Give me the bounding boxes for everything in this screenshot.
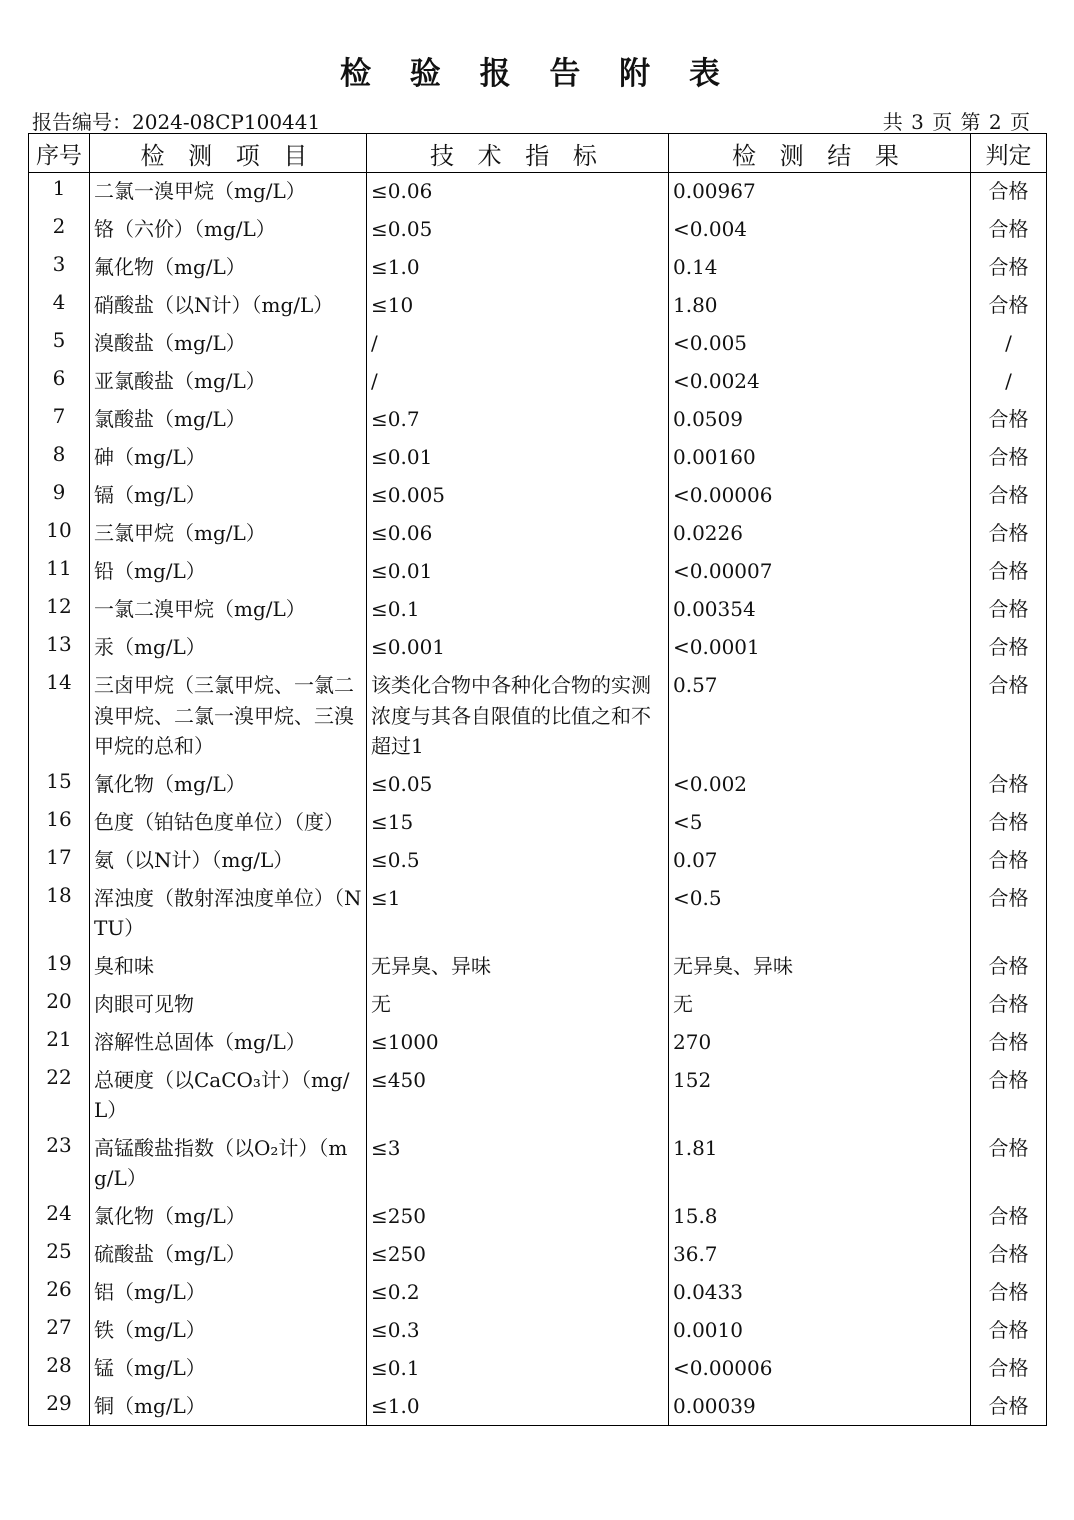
verdict: 合格 (971, 401, 1047, 439)
technical-spec: 无异臭、异味 (367, 948, 669, 986)
test-result: 152 (669, 1062, 971, 1130)
technical-spec: ≤250 (367, 1198, 669, 1236)
verdict: 合格 (971, 1312, 1047, 1350)
test-item: 溶解性总固体（mg/L） (90, 1024, 367, 1062)
test-result: 0.0226 (669, 515, 971, 553)
test-item: 铝（mg/L） (90, 1274, 367, 1312)
test-result: <0.005 (669, 325, 971, 363)
verdict: 合格 (971, 211, 1047, 249)
test-item: 氯化物（mg/L） (90, 1198, 367, 1236)
table-header (29, 134, 1047, 173)
test-result: <0.002 (669, 766, 971, 804)
verdict: 合格 (971, 804, 1047, 842)
table-row (29, 1062, 1047, 1130)
row-number: 24 (29, 1198, 90, 1236)
technical-spec: 该类化合物中各种化合物的实测浓度与其各自限值的比值之和不超过1 (367, 667, 669, 766)
table-row (29, 1198, 1047, 1236)
technical-spec: ≤450 (367, 1062, 669, 1130)
test-result: 无 (669, 986, 971, 1024)
row-number: 14 (29, 667, 90, 766)
technical-spec: ≤1000 (367, 1024, 669, 1062)
test-result: 0.0010 (669, 1312, 971, 1350)
verdict: 合格 (971, 1236, 1047, 1274)
test-item: 总硬度（以CaCO₃计）（mg/L） (90, 1062, 367, 1130)
technical-spec: ≤0.1 (367, 591, 669, 629)
test-item: 高锰酸盐指数（以O₂计）（mg/L） (90, 1130, 367, 1198)
test-result: 1.81 (669, 1130, 971, 1198)
technical-spec: ≤0.05 (367, 211, 669, 249)
technical-spec: ≤1.0 (367, 249, 669, 287)
test-item: 二氯一溴甲烷（mg/L） (90, 173, 367, 212)
test-result: 1.80 (669, 287, 971, 325)
verdict: 合格 (971, 986, 1047, 1024)
test-item: 氯酸盐（mg/L） (90, 401, 367, 439)
test-item: 铬（六价）（mg/L） (90, 211, 367, 249)
technical-spec: ≤0.05 (367, 766, 669, 804)
row-number: 5 (29, 325, 90, 363)
technical-spec: ≤0.005 (367, 477, 669, 515)
table-row (29, 515, 1047, 553)
table-row (29, 1236, 1047, 1274)
row-number: 29 (29, 1388, 90, 1426)
table-row (29, 591, 1047, 629)
verdict: 合格 (971, 477, 1047, 515)
test-result: 0.0433 (669, 1274, 971, 1312)
table-row (29, 986, 1047, 1024)
test-item: 氰化物（mg/L） (90, 766, 367, 804)
test-item: 铅（mg/L） (90, 553, 367, 591)
technical-spec: ≤0.001 (367, 629, 669, 667)
technical-spec: ≤250 (367, 1236, 669, 1274)
test-item: 硝酸盐（以N计）（mg/L） (90, 287, 367, 325)
technical-spec: ≤1 (367, 880, 669, 948)
table-row (29, 249, 1047, 287)
table-row (29, 1350, 1047, 1388)
table-row (29, 477, 1047, 515)
row-number: 26 (29, 1274, 90, 1312)
row-number: 8 (29, 439, 90, 477)
table-row (29, 842, 1047, 880)
test-item: 锰（mg/L） (90, 1350, 367, 1388)
row-number: 28 (29, 1350, 90, 1388)
verdict: 合格 (971, 880, 1047, 948)
verdict: 合格 (971, 766, 1047, 804)
test-result: <0.00006 (669, 1350, 971, 1388)
verdict: / (971, 363, 1047, 401)
row-number: 1 (29, 173, 90, 212)
test-item: 镉（mg/L） (90, 477, 367, 515)
test-item: 肉眼可见物 (90, 986, 367, 1024)
verdict: 合格 (971, 249, 1047, 287)
verdict: 合格 (971, 515, 1047, 553)
test-result: <5 (669, 804, 971, 842)
row-number: 21 (29, 1024, 90, 1062)
table-body (29, 173, 1047, 1426)
table-row (29, 629, 1047, 667)
row-number: 9 (29, 477, 90, 515)
test-item: 浑浊度（散射浑浊度单位）（NTU） (90, 880, 367, 948)
verdict: 合格 (971, 842, 1047, 880)
test-result: 15.8 (669, 1198, 971, 1236)
table-row (29, 667, 1047, 766)
row-number: 7 (29, 401, 90, 439)
row-number: 3 (29, 249, 90, 287)
verdict: 合格 (971, 173, 1047, 212)
test-item: 铜（mg/L） (90, 1388, 367, 1426)
page-title: 检 验 报 告 附 表 (340, 56, 734, 92)
technical-spec: / (367, 325, 669, 363)
row-number: 4 (29, 287, 90, 325)
verdict: 合格 (971, 667, 1047, 766)
test-result: <0.0024 (669, 363, 971, 401)
verdict: 合格 (971, 1274, 1047, 1312)
header-result: 检 测 结 果 (669, 134, 971, 173)
test-result: 0.00967 (669, 173, 971, 212)
test-item: 硫酸盐（mg/L） (90, 1236, 367, 1274)
table-row (29, 804, 1047, 842)
technical-spec: ≤0.5 (367, 842, 669, 880)
test-result: 0.00354 (669, 591, 971, 629)
test-item: 色度（铂钴色度单位）（度） (90, 804, 367, 842)
table-row (29, 439, 1047, 477)
test-result: 0.07 (669, 842, 971, 880)
test-item: 氟化物（mg/L） (90, 249, 367, 287)
verdict: 合格 (971, 591, 1047, 629)
verdict: 合格 (971, 948, 1047, 986)
technical-spec: ≤1.0 (367, 1388, 669, 1426)
technical-spec: ≤3 (367, 1130, 669, 1198)
test-item: 三卤甲烷（三氯甲烷、一氯二溴甲烷、二氯一溴甲烷、三溴甲烷的总和） (90, 667, 367, 766)
row-number: 10 (29, 515, 90, 553)
row-number: 6 (29, 363, 90, 401)
row-number: 2 (29, 211, 90, 249)
technical-spec: ≤0.06 (367, 515, 669, 553)
row-number: 19 (29, 948, 90, 986)
row-number: 20 (29, 986, 90, 1024)
table-row (29, 1312, 1047, 1350)
row-number: 13 (29, 629, 90, 667)
table-row (29, 287, 1047, 325)
verdict: 合格 (971, 287, 1047, 325)
header-spec: 技 术 指 标 (367, 134, 669, 173)
test-result: 0.00160 (669, 439, 971, 477)
test-item: 氨（以N计）（mg/L） (90, 842, 367, 880)
test-item: 亚氯酸盐（mg/L） (90, 363, 367, 401)
report-number: 报告编号：2024-08CP100441 (32, 110, 321, 134)
test-result: 0.14 (669, 249, 971, 287)
row-number: 27 (29, 1312, 90, 1350)
row-number: 16 (29, 804, 90, 842)
technical-spec: ≤0.1 (367, 1350, 669, 1388)
row-number: 23 (29, 1130, 90, 1198)
header-seq: 序号 (29, 134, 90, 173)
verdict: 合格 (971, 553, 1047, 591)
test-result: 270 (669, 1024, 971, 1062)
row-number: 25 (29, 1236, 90, 1274)
test-result: <0.00007 (669, 553, 971, 591)
test-result: 0.0509 (669, 401, 971, 439)
technical-spec: / (367, 363, 669, 401)
table-row (29, 325, 1047, 363)
verdict: 合格 (971, 629, 1047, 667)
test-item: 铁（mg/L） (90, 1312, 367, 1350)
verdict: 合格 (971, 1198, 1047, 1236)
technical-spec: ≤0.01 (367, 553, 669, 591)
test-result: 无异臭、异味 (669, 948, 971, 986)
table-row (29, 173, 1047, 212)
test-item: 汞（mg/L） (90, 629, 367, 667)
technical-spec: ≤10 (367, 287, 669, 325)
row-number: 15 (29, 766, 90, 804)
technical-spec: 无 (367, 986, 669, 1024)
row-number: 22 (29, 1062, 90, 1130)
test-item: 三氯甲烷（mg/L） (90, 515, 367, 553)
technical-spec: ≤0.3 (367, 1312, 669, 1350)
test-result: <0.00006 (669, 477, 971, 515)
row-number: 11 (29, 553, 90, 591)
test-item: 溴酸盐（mg/L） (90, 325, 367, 363)
page-indicator: 共 3 页 第 2 页 (882, 110, 1031, 134)
table-row (29, 553, 1047, 591)
table-row (29, 948, 1047, 986)
results-table (28, 133, 1047, 1426)
test-result: 0.57 (669, 667, 971, 766)
verdict: 合格 (971, 1024, 1047, 1062)
test-result: 36.7 (669, 1236, 971, 1274)
table-row (29, 766, 1047, 804)
header-verdict: 判定 (971, 134, 1047, 173)
technical-spec: ≤0.01 (367, 439, 669, 477)
technical-spec: ≤0.7 (367, 401, 669, 439)
table-row (29, 880, 1047, 948)
test-item: 臭和味 (90, 948, 367, 986)
row-number: 18 (29, 880, 90, 948)
table-row (29, 1274, 1047, 1312)
verdict: 合格 (971, 1130, 1047, 1198)
verdict: 合格 (971, 1062, 1047, 1130)
test-result: 0.00039 (669, 1388, 971, 1426)
test-item: 砷（mg/L） (90, 439, 367, 477)
test-item: 一氯二溴甲烷（mg/L） (90, 591, 367, 629)
technical-spec: ≤15 (367, 804, 669, 842)
table-row (29, 1024, 1047, 1062)
verdict: / (971, 325, 1047, 363)
technical-spec: ≤0.06 (367, 173, 669, 212)
verdict: 合格 (971, 439, 1047, 477)
test-result: <0.004 (669, 211, 971, 249)
verdict: 合格 (971, 1388, 1047, 1426)
table-row (29, 1388, 1047, 1426)
table-row (29, 211, 1047, 249)
test-result: <0.5 (669, 880, 971, 948)
verdict: 合格 (971, 1350, 1047, 1388)
table-row (29, 363, 1047, 401)
table-row (29, 401, 1047, 439)
row-number: 17 (29, 842, 90, 880)
technical-spec: ≤0.2 (367, 1274, 669, 1312)
row-number: 12 (29, 591, 90, 629)
header-item: 检 测 项 目 (90, 134, 367, 173)
table-row (29, 1130, 1047, 1198)
test-result: <0.0001 (669, 629, 971, 667)
